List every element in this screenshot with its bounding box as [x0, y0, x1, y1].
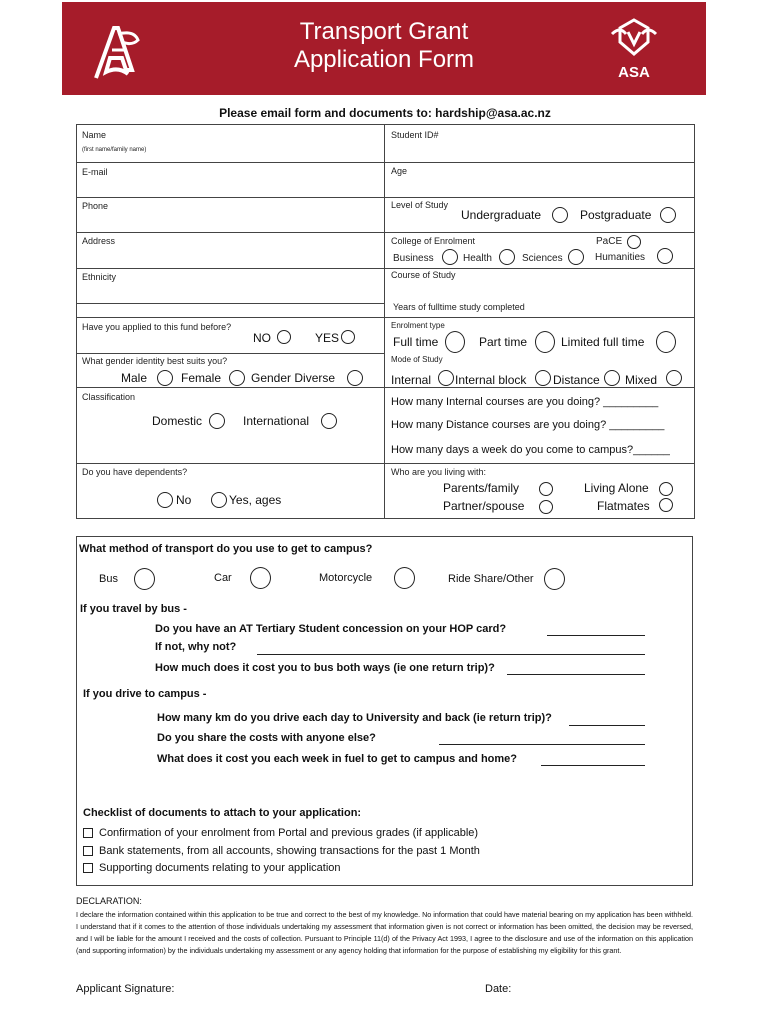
dependents-no-radio[interactable] — [157, 492, 173, 508]
checkbox-icon — [83, 863, 93, 873]
dependents-yes-radio[interactable] — [211, 492, 227, 508]
mixed-label: Mixed — [625, 373, 658, 387]
course-field[interactable] — [385, 268, 694, 298]
checklist-item[interactable]: Confirmation of your enrolment from Portal and previous grades (if applicable) — [83, 827, 478, 839]
bus-cost-question: How much does it cost you to bus both ways (ie one return trip)? — [155, 662, 495, 674]
course-label: Course of Study — [391, 270, 456, 280]
transport-section — [76, 536, 693, 886]
applied-no-radio[interactable] — [277, 330, 291, 344]
undergraduate-label: Undergraduate — [461, 208, 542, 222]
share-costs-answer-line[interactable] — [439, 744, 645, 745]
years-label: Years of fulltime study completed — [393, 302, 525, 312]
share-costs-question: Do you share the costs with anyone else? — [157, 732, 376, 744]
rideshare-radio[interactable] — [544, 568, 565, 590]
partner-radio[interactable] — [539, 500, 553, 514]
applied-yes-radio[interactable] — [341, 330, 355, 344]
limited-fulltime-radio[interactable] — [656, 331, 676, 353]
fuel-cost-question: What does it cost you each week in fuel to get to campus and home? — [157, 753, 517, 765]
level-of-study-label: Level of Study — [391, 200, 449, 210]
parttime-radio[interactable] — [535, 331, 555, 353]
dependents-no-label: No — [176, 493, 192, 507]
bus-cost-answer-line[interactable] — [507, 674, 645, 675]
parents-label: Parents/family — [443, 481, 520, 495]
sciences-label: Sciences — [522, 253, 563, 264]
email-instruction: Please email form and documents to: hardship@asa.ac.nz — [219, 106, 551, 120]
asa-brand-text: ASA — [618, 64, 650, 81]
declaration-heading: DECLARATION: — [76, 896, 142, 906]
humanities-label: Humanities — [595, 252, 646, 263]
email-field[interactable] — [77, 162, 384, 197]
business-label: Business — [393, 253, 434, 264]
flatmates-radio[interactable] — [659, 498, 673, 512]
form-title: Transport Grant Application Form — [293, 18, 475, 73]
checklist-heading: Checklist of documents to attach to your application: — [83, 807, 362, 819]
checkbox-icon — [83, 846, 93, 856]
flatmates-label: Flatmates — [597, 499, 650, 513]
parents-radio[interactable] — [539, 482, 553, 496]
dependents-yes-label: Yes, ages — [229, 493, 282, 507]
gender-diverse-radio[interactable] — [347, 370, 363, 386]
internal-courses-question: How many Internal courses are you doing? _________ — [391, 396, 659, 408]
undergraduate-radio[interactable] — [552, 207, 568, 223]
postgraduate-radio[interactable] — [660, 207, 676, 223]
ethnicity-label: Ethnicity — [82, 272, 117, 282]
domestic-radio[interactable] — [209, 413, 225, 429]
male-label: Male — [121, 371, 148, 385]
living-with-label: Who are you living with: — [391, 467, 487, 477]
male-radio[interactable] — [157, 370, 173, 386]
fuel-cost-answer-line[interactable] — [541, 765, 645, 766]
mode-of-study-label: Mode of Study — [391, 355, 443, 364]
distance-radio[interactable] — [604, 370, 620, 386]
partner-label: Partner/spouse — [443, 499, 525, 513]
distance-label: Distance — [553, 373, 600, 387]
student-id-label: Student ID# — [391, 130, 439, 140]
domestic-label: Domestic — [152, 414, 203, 428]
date-label: Date: — [485, 983, 512, 995]
declaration-text: I declare the information contained within this application to be true and correct to the best of my knowledge. No information that could have material bearing on my application has been withheld. I understand that if it comes to the attention of those individuals undertaking my assessment that information given is not correct or information has been omitted, the decision may be reversed, and I will be liable for the amount I received and the costs of collection. Pursuant to Principle 11(d) of the Privacy Act 1993, I agree to the disclosure and use of the information on this application (and supporting information) by the individuals undertaking my assessment or any agency holding that information for the purpose of establishing my eligibility for this grant. — [76, 910, 693, 955]
applied-before-label: Have you applied to this fund before? — [82, 322, 232, 332]
living-alone-radio[interactable] — [659, 482, 673, 496]
international-radio[interactable] — [321, 413, 337, 429]
rideshare-label: Ride Share/Other — [448, 573, 534, 585]
transport-heading: What method of transport do you use to get to campus? — [79, 543, 373, 555]
health-radio[interactable] — [499, 249, 515, 265]
international-label: International — [243, 414, 310, 428]
address-label: Address — [82, 236, 116, 246]
dependents-label: Do you have dependents? — [82, 467, 188, 477]
yes-option-label: YES — [315, 331, 340, 345]
internal-label: Internal — [391, 373, 432, 387]
bus-section-heading: If you travel by bus - — [80, 603, 187, 615]
drive-section-heading: If you drive to campus - — [83, 688, 207, 700]
sciences-radio[interactable] — [568, 249, 584, 265]
health-label: Health — [463, 253, 492, 264]
bus-radio[interactable] — [134, 568, 155, 590]
car-label: Car — [214, 572, 232, 584]
name-label: Name — [82, 130, 107, 140]
email-label: E-mail — [82, 167, 108, 177]
parttime-label: Part time — [479, 335, 528, 349]
ifnot-answer-line[interactable] — [257, 654, 645, 655]
car-radio[interactable] — [250, 567, 271, 589]
asa-logo-icon — [608, 18, 660, 58]
internal-radio[interactable] — [438, 370, 454, 386]
km-question: How many km do you drive each day to University and back (ie return trip)? — [157, 712, 552, 724]
hop-card-question: Do you have an AT Tertiary Student concession on your HOP card? — [155, 623, 507, 635]
distance-courses-question: How many Distance courses are you doing? _________ — [391, 419, 665, 431]
pace-radio[interactable] — [627, 235, 641, 249]
humanities-radio[interactable] — [657, 248, 673, 264]
ethnicity-field[interactable] — [77, 268, 384, 303]
student-id-field[interactable] — [385, 125, 694, 162]
no-option-label: NO — [253, 331, 271, 345]
signature-label: Applicant Signature: — [76, 983, 175, 995]
internal-block-radio[interactable] — [535, 370, 551, 386]
female-radio[interactable] — [229, 370, 245, 386]
address-field[interactable] — [77, 232, 384, 268]
fulltime-radio[interactable] — [445, 331, 465, 353]
age-label: Age — [391, 166, 408, 176]
college-label: College of Enrolment — [391, 236, 476, 246]
ifnot-question: If not, why not? — [155, 641, 237, 653]
fulltime-label: Full time — [393, 335, 439, 349]
bus-label: Bus — [99, 573, 118, 585]
enrolment-type-label: Enrolment type — [391, 321, 445, 330]
name-field[interactable] — [77, 125, 384, 162]
days-campus-question: How many days a week do you come to campus?______ — [391, 444, 670, 456]
hop-card-answer-line[interactable] — [547, 635, 645, 636]
checklist-item[interactable]: Supporting documents relating to your application — [83, 862, 341, 874]
classification-label: Classification — [82, 392, 136, 402]
internal-block-label: Internal block — [455, 373, 527, 387]
phone-label: Phone — [82, 201, 109, 211]
postgraduate-label: Postgraduate — [580, 208, 652, 222]
living-alone-label: Living Alone — [584, 481, 649, 495]
gender-label: What gender identity best suits you? — [82, 356, 228, 366]
phone-field[interactable] — [77, 197, 384, 232]
checkbox-icon — [83, 828, 93, 838]
mixed-radio[interactable] — [666, 370, 682, 386]
business-radio[interactable] — [442, 249, 458, 265]
name-hint: (first name/family name) — [82, 147, 147, 153]
km-answer-line[interactable] — [569, 725, 645, 726]
motorcycle-label: Motorcycle — [319, 572, 373, 584]
gender-diverse-label: Gender Diverse — [251, 371, 336, 385]
checklist-item[interactable]: Bank statements, from all accounts, showing transactions for the past 1 Month — [83, 845, 480, 857]
motorcycle-radio[interactable] — [394, 567, 415, 589]
header-banner — [62, 2, 706, 95]
pace-label: PaCE — [596, 236, 623, 247]
limited-fulltime-label: Limited full time — [561, 335, 645, 349]
age-field[interactable] — [385, 162, 694, 197]
applicant-details-grid — [76, 124, 695, 519]
female-label: Female — [181, 371, 222, 385]
